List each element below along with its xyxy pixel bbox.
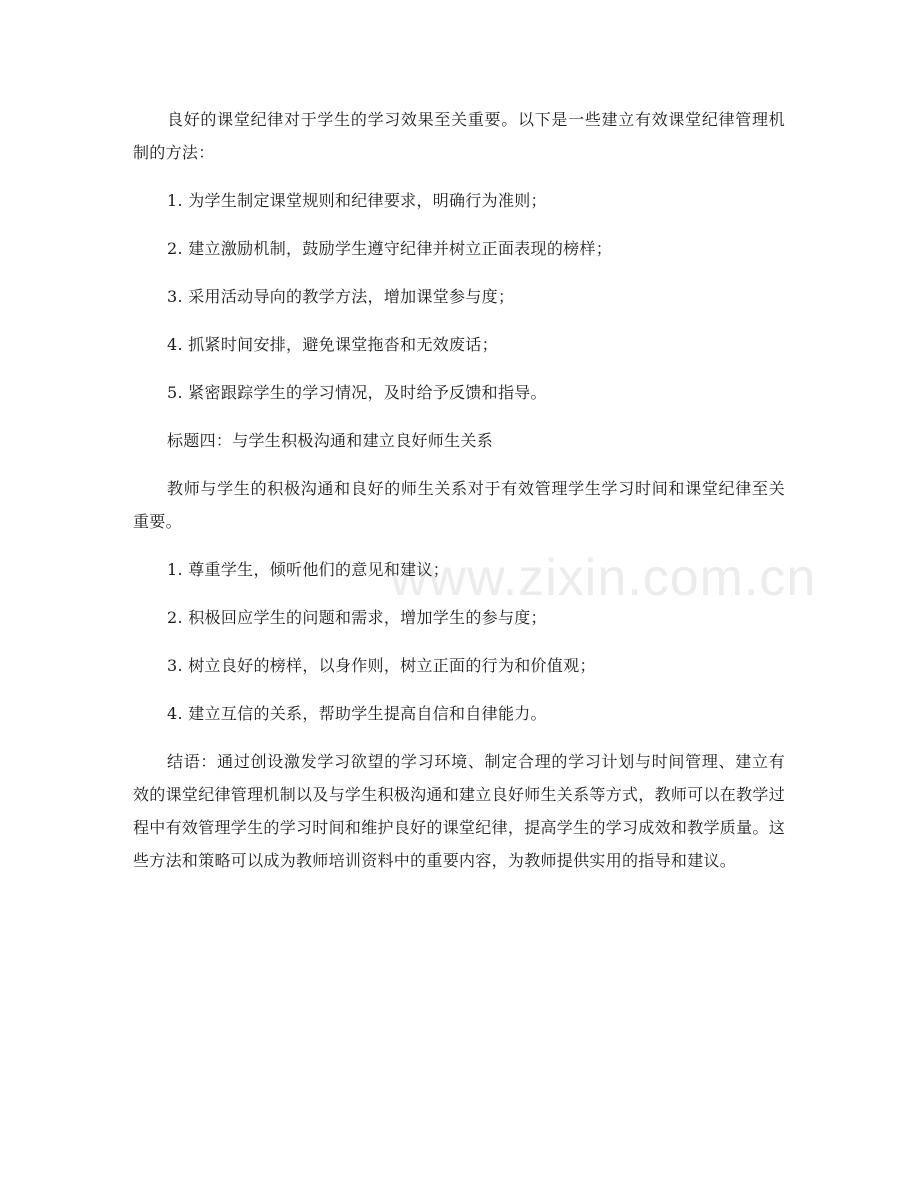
list-item: 1. 为学生制定课堂规则和纪律要求，明确行为准则；: [167, 191, 547, 210]
section-intro-paragraph: 教师与学生的积极沟通和良好的师生关系对于有效管理学生学习时间和课堂纪律至关重要。: [133, 479, 785, 531]
conclusion-paragraph: 结语：通过创设激发学习欲望的学习环境、制定合理的学习计划与时间管理、建立有效的课堂纪律管理机制以及与学生积极沟通和建立良好师生关系等方式，教师可以在教学过程中有效管理学生的学习时间和维护良好的课堂纪律，提高学生的学习成效和教学质量。这些方法和策略可以成为教师培训资料中的重要内容，为教师提供实用的指导和建议。: [133, 752, 786, 870]
list-item: 3. 采用活动导向的教学方法，增加课堂参与度；: [167, 287, 515, 306]
list-item: 4. 建立互信的关系，帮助学生提高自信和自律能力。: [167, 704, 547, 723]
list-item: 2. 积极回应学生的问题和需求，增加学生的参与度；: [167, 608, 547, 627]
list-item: 1. 尊重学生，倾听他们的意见和建议；: [167, 560, 450, 579]
document-body: [133, 103, 785, 877]
list-item: 5. 紧密跟踪学生的学习情况，及时给予反馈和指导。: [167, 383, 547, 402]
section-heading: 标题四：与学生积极沟通和建立良好师生关系: [167, 431, 494, 450]
watermark: www.zixin.com.cn: [390, 549, 817, 607]
list-item: 4. 抓紧时间安排，避免课堂拖沓和无效废话；: [167, 335, 498, 354]
list-item: 2. 建立激励机制，鼓励学生遵守纪律并树立正面表现的榜样；: [167, 239, 613, 258]
list-item: 3. 树立良好的榜样，以身作则，树立正面的行为和价值观；: [167, 656, 596, 675]
intro-paragraph: 良好的课堂纪律对于学生的学习效果至关重要。以下是一些建立有效课堂纪律管理机制的方法：: [133, 110, 785, 162]
